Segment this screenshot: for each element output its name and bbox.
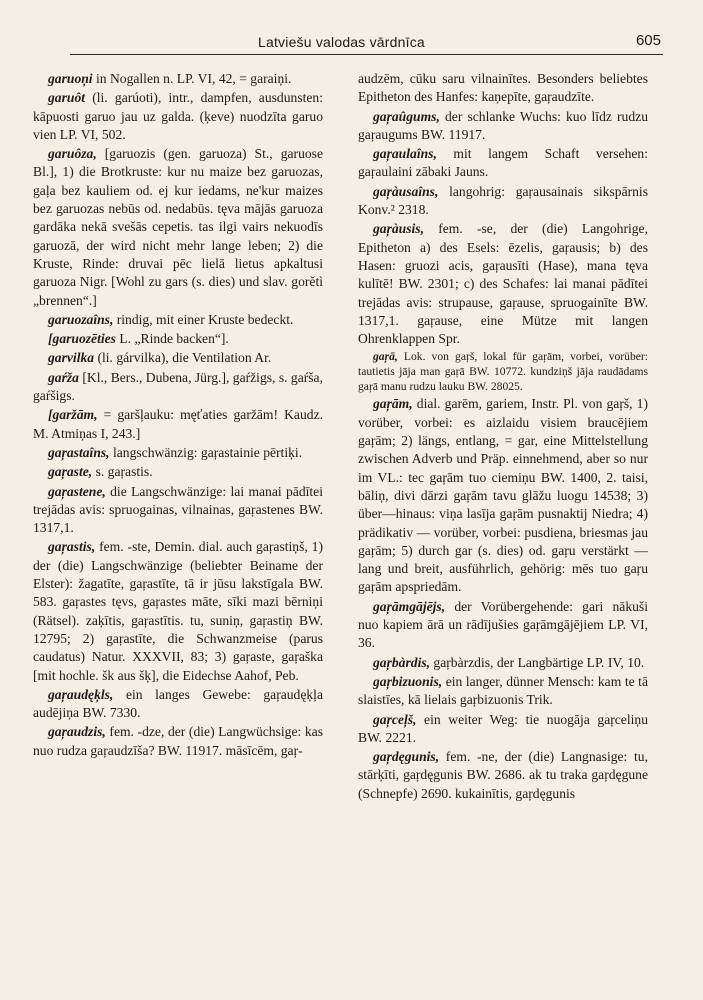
dictionary-entry: [33, 444, 323, 462]
entry-headword: garuoņi: [48, 71, 93, 86]
entry-headword: garuôt: [48, 90, 86, 106]
running-title: Latviešu valodas vārdnīca: [258, 34, 425, 50]
dictionary-entry: [358, 598, 648, 653]
entry-headword: gaŗaste,: [48, 464, 93, 480]
dictionary-entry: [33, 89, 323, 144]
entry-text: fem. -ne, der (die) Langnasige: tu, stārķīti, gaŗdęgunis BW. 2686. ak tu traka gaŗdęgune (Schnepfe) 2690. kukainītis, gaŗdęgunis: [358, 749, 648, 801]
dictionary-entry: [358, 108, 648, 145]
entry-text: ein langer, dünner Mensch: kam te tā slaistīes, kā lielais gaŗbizuonis Trik.: [358, 673, 648, 708]
dictionary-entry: [33, 369, 323, 406]
entry-headword: [garžām,: [48, 407, 98, 423]
dictionary-entry: [358, 220, 648, 348]
entry-text: fem. -ste, Demin. dial. auch gaŗastiņš, 1) der (die) Langschwänzige (beliebter Beiname der Elster): žagatīte, gaŗastīte, tā ir jūsu lakstīgala BW. 583. gaŗastes tęvs, gaŗastes māte, sīki mazi bērniņi (Rätsel). zaķītis, gaŗastītis. tu, suniņ, gaŗastiņ BW. 12795; 2) gaŗastīte, die Schwanzmeise (parus caudatus) Natur. XXXVII, 83; 3) gaŗaste, gaŗaška [mit hochle. šk aus šķ], die Eidechse Aahof, Peb.: [33, 539, 323, 683]
entry-text: rindig, mit einer Kruste bedeckt.: [113, 311, 294, 327]
dictionary-entry: [358, 673, 648, 710]
entry-text: dial. garēm, gariem, Instr. Pl. von gaŗš, 1) vorüber, vorbei: es aizlaidu visiem braucējiem gaŗām; 2) längs, entlang, = gar, eine Mittelstellung zwischen Adverb und Präp. einnehmend, aber so nur im VL.: tec gaŗām tuo ciemiņu BW. 1400, 2. taisi, bāliņ, divi dārzi gaŗām tavu glāžu luogu 14538; 3) über—hinaus: viņa lasīja gaŗām pusnaktij Niedra; 4) prädikativ — vorüber, vorbei: pusdiena, briesmas jau gaŗām; 5) durch gar (s. dies) od. gaŗu verstärkt — lang und breit, ausführlich, gehörig: mēs tuo gaŗu gaŗām apspriedām.: [358, 396, 648, 595]
dictionary-entry: [358, 748, 648, 803]
entry-headword: gaŗāmgājējs,: [373, 598, 446, 614]
entry-text: ein langes Gewebe: gaŗaudęķļa audējiņa BW. 7330.: [33, 686, 323, 721]
dictionary-entry: [358, 183, 648, 220]
entry-headword: gaŗàusis,: [373, 221, 424, 237]
dictionary-entry: [358, 711, 648, 748]
dictionary-entry: [33, 463, 323, 481]
entry-text: mit langem Schaft versehen: gaŗaulaini zābaki Jauns.: [358, 146, 648, 180]
dictionary-entry: [33, 538, 323, 684]
entry-headword: gaŗceļš,: [373, 711, 417, 727]
entry-text: [garuozis (gen. garuoza) St., garuose Bl.], 1) die Brotkruste: kur nu maize bez garuozas, gaļa bez kauliem od. ej kur iedams, ne'kur maizes bez garuozas nebūs od. nedabūs. tęva mājās garuoza gardāka nekā svešās cepetis. tas ilgi vairs nekuodīs garuozā, der wird nicht mehr lange leben; 2) die Kruste, Rinde: druvai pēc lielā lietus apkaltusi garuoza Nigr. [Wohl zu gars (s. dies) und slav. gorětì „brennen“.]: [33, 146, 323, 308]
entry-text: audzēm, cūku saru vilnainītes. Besonders beliebtes Epitheton des Hanfes: kaņepīte, gaŗaudzīte.: [358, 71, 648, 105]
entry-headword: gaŗdęgunis,: [373, 749, 440, 765]
dictionary-entry: [358, 70, 648, 107]
entry-text: der schlanke Wuchs: kuo līdz rudzu gaŗaugums BW. 11917.: [358, 108, 648, 142]
dictionary-entry: [33, 406, 323, 443]
entry-text: s. gaŗastis.: [92, 464, 153, 480]
entry-text: (li. garúoti), intr., dampfen, ausdunsten: kāpuosti garuo jau uz galda. (ķeve) nuodzīta garuo vien LP. VI, 502.: [33, 90, 323, 142]
entry-text: die Langschwänzige: lai manai pādītei trejādas avis: spruogainas, vilnainas, gaŗastenes BW. 1317,1.: [33, 483, 323, 536]
entry-headword: garvilka: [48, 350, 95, 366]
dictionary-entry: [33, 349, 323, 367]
entry-text: (li. gárvilka), die Ventilation Ar.: [94, 350, 272, 366]
entry-headword: gaŗām,: [373, 396, 413, 412]
dictionary-entry: [33, 330, 323, 348]
entry-headword: gaŗastis,: [48, 539, 96, 555]
entry-text: = garšļauku: męťaties garžām! Kaudz. M. Atmiņas I, 243.]: [33, 407, 323, 441]
dictionary-entry: [358, 349, 648, 394]
right-column: [358, 70, 648, 804]
dictionary-entry: [33, 145, 323, 310]
dictionary-entry: [33, 483, 323, 538]
page-number: 605: [635, 32, 661, 49]
entry-headword: gaŗastene,: [48, 483, 106, 499]
left-column: [33, 70, 323, 761]
entry-text: fem. -se, der (die) Langohrige, Epitheton a) des Esels: ēzelis, gaŗausis; b) des Hasen: gruozi acis, gaŗausīti (Hase), mana tęva kulītē! BW. 2301; c) des Schafes: lai manai pādītei trejādas avis: strupause, gaŗause, spruogainīte BW. 1317,1. gaŗause, eine Mütze mit langen Ohrenklappen Spr.: [358, 221, 648, 347]
entry-headword: gaŗbizuonis,: [373, 673, 443, 689]
dictionary-entry: [358, 654, 648, 672]
entry-text: ein weiter Weg: tie nuogāja gaŗceliņu BW. 2221.: [358, 711, 648, 745]
entry-headword: gaŗaulaîns,: [373, 146, 437, 162]
entry-text: langschwänzig: gaŗastainie pērtiķi.: [109, 444, 303, 460]
entry-headword: gaŗaudęķls,: [48, 686, 114, 702]
dictionary-entry: [33, 686, 323, 723]
entry-headword: gaŗbàrdis,: [373, 654, 431, 670]
entry-headword: garuozaîns,: [48, 311, 114, 327]
entry-text: Lok. von gaŗš, lokal für gaŗām, vorbei, vorüber: tautietis jāja man gaŗā BW. 10772. kundziņš jāja raudādams gaŗā manu rudzu lauku BW. 28025.: [358, 350, 648, 394]
entry-headword: gaŕža: [48, 369, 79, 385]
page-header: [70, 32, 663, 55]
entry-text: L. „Rinde backen“].: [115, 331, 229, 347]
dictionary-entry: [358, 145, 648, 182]
dictionary-entry: [33, 723, 323, 760]
dictionary-entry: [33, 311, 323, 329]
entry-headword: gaŗastaîns,: [48, 444, 110, 460]
entry-text: langohrig: gaŗausainais sikspārnis Konv.² 2318.: [358, 183, 648, 218]
entry-headword: gaŗaûgums,: [373, 108, 440, 124]
entry-headword: garuôza,: [48, 146, 97, 162]
dictionary-entry: [358, 395, 648, 596]
dictionary-entry: [33, 70, 323, 88]
entry-headword: gaŗaudzis,: [48, 724, 106, 740]
entry-text: [Kl., Bers., Dubena, Jürg.], gaŕžigs, s. gaŕša, gaŕšigs.: [33, 369, 323, 404]
entry-headword: gaŗā,: [373, 350, 398, 364]
entry-text: in Nogallen n. LP. VI, 42, = garaiņi.: [92, 71, 292, 86]
entry-headword: [garuozēties: [48, 331, 116, 347]
entry-text: der Vorübergehende: gari nākuši nuo kapiem ārā un rādījušies gaŗāmgājējiem LP. VI, 36.: [358, 598, 648, 651]
entry-text: gaŗbàrzdis, der Langbärtige LP. IV, 10.: [430, 654, 645, 670]
entry-text: fem. -dze, der (die) Langwüchsige: kas nuo rudza gaŗaudzīša? BW. 11917. māsīcēm, gaŗ-: [33, 724, 323, 758]
entry-headword: gaŗàusaîns,: [373, 183, 439, 199]
